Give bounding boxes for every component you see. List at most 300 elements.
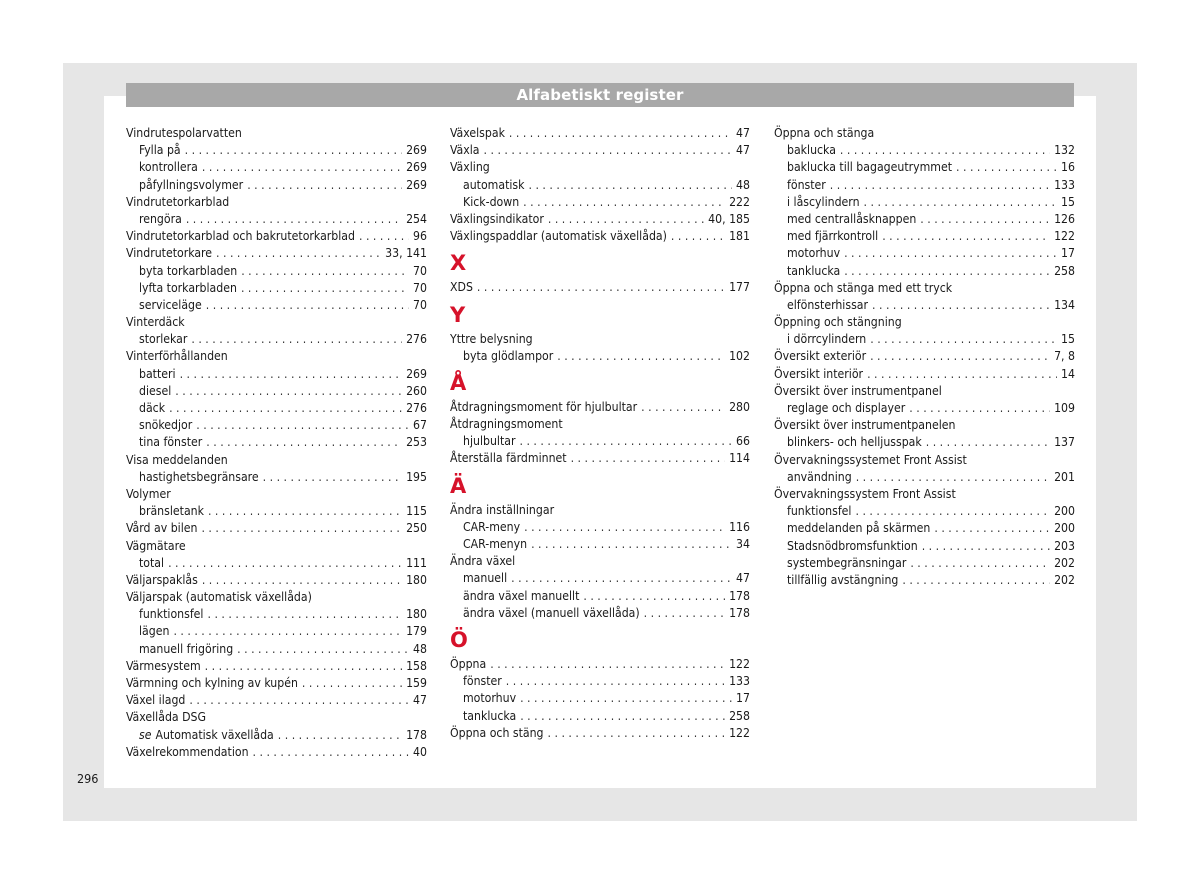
page-reference: 200	[1054, 521, 1075, 536]
dot-leader	[922, 538, 1050, 555]
index-subentry	[450, 433, 750, 450]
page-reference: 70	[413, 297, 427, 312]
index-entry	[126, 572, 427, 589]
index-subentry	[774, 572, 1075, 589]
index-entry	[450, 416, 750, 433]
page-reference: 48	[413, 641, 427, 656]
page-reference: 202	[1054, 555, 1075, 570]
page-reference: 132	[1054, 143, 1075, 158]
page-number: 296	[77, 771, 99, 786]
page-reference: 40, 185	[708, 211, 750, 226]
page-reference: 109	[1054, 401, 1075, 415]
index-subentry	[450, 536, 750, 553]
dot-leader	[278, 727, 402, 744]
dot-leader	[202, 159, 402, 176]
dot-leader	[201, 520, 402, 537]
index-subentry	[126, 211, 427, 228]
entry-term: serviceläge	[139, 297, 202, 312]
entry-term: Åtdragningsmoment	[450, 417, 563, 432]
entry-term: Vägmätare	[126, 538, 186, 553]
index-entry	[126, 744, 427, 761]
dot-leader	[920, 211, 1050, 228]
page-reference: 48	[736, 177, 750, 192]
dot-leader	[191, 331, 402, 348]
dot-leader	[520, 690, 732, 707]
entry-term: Övervakningssystemet Front Assist	[774, 452, 967, 467]
dot-leader	[206, 434, 402, 451]
dot-leader	[524, 519, 725, 536]
entry-term: Öppna och stänga med ett tryck	[774, 280, 953, 295]
entry-term: tanklucka	[787, 263, 841, 278]
section-letter: Ä	[450, 473, 467, 498]
dot-leader	[671, 228, 725, 245]
entry-term: total	[139, 555, 165, 570]
dot-leader	[186, 211, 402, 228]
index-entry	[126, 520, 427, 537]
entry-term: Vinterförhållanden	[126, 349, 228, 364]
page-reference: 133	[1054, 177, 1075, 192]
entry-term: tina fönster	[139, 435, 203, 450]
dot-leader	[202, 572, 402, 589]
entry-term: Ändra växel	[450, 554, 516, 569]
page-reference: 202	[1054, 572, 1075, 587]
page-reference: 66	[736, 434, 750, 449]
index-subentry	[774, 400, 1075, 417]
index-entry	[450, 331, 750, 348]
dot-leader	[523, 194, 725, 211]
index-entry	[774, 314, 1075, 331]
entry-term: meddelanden på skärmen	[787, 521, 931, 536]
page-reference: 40	[413, 744, 427, 759]
index-subentry	[774, 263, 1075, 280]
dot-leader	[490, 656, 725, 673]
index-subentry	[126, 623, 427, 640]
index-subentry	[774, 194, 1075, 211]
index-entry	[126, 452, 427, 469]
dot-leader	[189, 692, 409, 709]
index-subentry	[126, 503, 427, 520]
dot-leader	[571, 450, 725, 467]
index-entry	[774, 348, 1075, 365]
entry-term: storlekar	[139, 332, 188, 347]
index-subentry	[450, 605, 750, 622]
entry-term: Växelrekommendation	[126, 744, 249, 759]
index-subentry	[774, 331, 1075, 348]
entry-term: batteri	[139, 366, 176, 381]
dot-leader	[548, 211, 704, 228]
entry-term: Översikt exteriör	[774, 349, 867, 364]
page-header: Alfabetiskt register	[126, 83, 1074, 107]
entry-term: CAR-menyn	[463, 537, 528, 551]
entry-term: fönster	[787, 177, 826, 192]
index-subentry	[774, 538, 1075, 555]
entry-term: XDS	[450, 280, 473, 295]
index-entry	[774, 452, 1075, 469]
index-entry	[126, 658, 427, 675]
index-entry	[774, 383, 1075, 400]
dot-leader	[830, 177, 1050, 194]
entry-term: Vindrutetorkarblad och bakrutetorkarblad	[126, 229, 355, 244]
index-entry	[450, 159, 750, 176]
dot-leader	[557, 348, 725, 365]
entry-term: Översikt över instrumentpanel	[774, 383, 942, 398]
section-letter: X	[450, 251, 467, 276]
entry-term: Växel ilagd	[126, 693, 186, 708]
page-reference: 122	[1054, 229, 1075, 244]
page-reference: 15	[1061, 332, 1075, 347]
dot-leader	[241, 263, 409, 280]
index-entry	[450, 228, 750, 245]
index-subentry	[774, 228, 1075, 245]
index-entry	[126, 538, 427, 555]
index-subentry	[126, 280, 427, 297]
page-reference: 180	[406, 607, 427, 622]
page-reference: 158	[406, 658, 427, 673]
entry-term: påfyllningsvolymer	[139, 177, 244, 192]
entry-term: byta torkarbladen	[139, 263, 238, 278]
entry-term: Vindrutetorkarblad	[126, 194, 230, 209]
index-subentry	[126, 331, 427, 348]
entry-term: automatisk	[463, 177, 525, 192]
entry-term: Vindrutespolarvatten	[126, 126, 242, 140]
page-reference: 67	[413, 418, 427, 433]
dot-leader	[867, 366, 1057, 383]
page-reference: 159	[406, 676, 427, 690]
index-entry	[126, 228, 427, 245]
see-reference: se	[139, 727, 152, 742]
index-subentry	[450, 519, 750, 536]
dot-leader	[253, 744, 410, 761]
index-subentry	[126, 366, 427, 383]
entry-term: tillfällig avstängning	[787, 572, 899, 587]
page-reference: 17	[736, 691, 750, 706]
index-subentry	[774, 469, 1075, 486]
dot-leader	[844, 263, 1050, 280]
page-reference: 258	[1054, 263, 1075, 278]
entry-term: motorhuv	[463, 691, 517, 706]
index-column-1	[126, 125, 427, 761]
page-reference: 179	[406, 624, 427, 639]
page-reference: 33, 141	[385, 246, 427, 261]
page-reference: 111	[406, 555, 427, 570]
page-reference: 134	[1054, 297, 1075, 312]
index-subentry	[126, 606, 427, 623]
index-entry	[126, 125, 427, 142]
dot-leader	[247, 177, 402, 194]
page-frame-right	[1096, 63, 1137, 821]
index-entry	[126, 486, 427, 503]
page-reference: 116	[729, 519, 750, 534]
dot-leader	[207, 606, 402, 623]
dot-leader	[872, 297, 1050, 314]
page-reference: 17	[1061, 246, 1075, 261]
dot-leader	[548, 725, 726, 742]
entry-term: lägen	[139, 624, 170, 639]
index-entry	[450, 399, 750, 416]
dot-leader	[185, 142, 402, 159]
dot-leader	[926, 434, 1050, 451]
index-entry	[450, 142, 750, 159]
index-entry	[774, 125, 1075, 142]
page-reference: 178	[729, 588, 750, 603]
index-entry	[126, 348, 427, 365]
entry-term: CAR-meny	[463, 519, 521, 534]
entry-term: med fjärrkontroll	[787, 229, 879, 244]
page-reference: 195	[406, 469, 427, 484]
dot-leader	[644, 605, 725, 622]
dot-leader	[506, 673, 725, 690]
entry-term: Öppna och stäng	[450, 725, 544, 740]
index-entry	[450, 279, 750, 296]
index-subentry	[450, 177, 750, 194]
entry-term: Öppna och stänga	[774, 126, 875, 140]
index-entry	[774, 366, 1075, 383]
index-subentry	[126, 555, 427, 572]
entry-term: manuell	[463, 571, 508, 586]
section-letter: Ö	[450, 627, 468, 652]
entry-term: funktionsfel	[787, 504, 852, 519]
index-subentry	[126, 159, 427, 176]
entry-term: Vindrutetorkare	[126, 246, 213, 261]
dot-leader	[910, 555, 1050, 572]
entry-term: Vård av bilen	[126, 521, 198, 536]
dot-leader	[934, 520, 1050, 537]
page-reference: 115	[406, 504, 427, 519]
entry-term: Åtdragningsmoment för hjulbultar	[450, 399, 638, 414]
page-reference: 181	[729, 229, 750, 244]
entry-term: Öppna	[450, 656, 487, 671]
dot-leader	[902, 572, 1050, 589]
page-reference: 180	[406, 572, 427, 587]
page-reference: 250	[406, 521, 427, 536]
entry-term: reglage och displayer	[787, 401, 906, 415]
index-subentry	[126, 727, 427, 744]
entry-term: Öppning och stängning	[774, 315, 902, 330]
page-reference: 122	[729, 725, 750, 740]
entry-term: manuell frigöring	[139, 641, 234, 656]
index-entry	[126, 194, 427, 211]
index-column-2	[450, 125, 750, 742]
index-subentry	[450, 673, 750, 690]
page-reference: 47	[736, 571, 750, 586]
page-reference: 276	[406, 332, 427, 347]
entry-term: systembegränsningar	[787, 555, 907, 570]
entry-term: Växellåda DSG	[126, 710, 207, 725]
entry-term: tanklucka	[463, 708, 517, 723]
entry-term: ändra växel manuellt	[463, 588, 580, 603]
entry-term: fönster	[463, 674, 502, 689]
entry-term: funktionsfel	[139, 607, 204, 622]
dot-leader	[196, 417, 409, 434]
dot-leader	[909, 400, 1050, 417]
index-subentry	[126, 469, 427, 486]
page-reference: 102	[729, 348, 750, 363]
index-subentry	[450, 194, 750, 211]
dot-leader	[956, 159, 1057, 176]
dot-leader	[263, 469, 402, 486]
entry-term: i låscylindern	[787, 194, 860, 209]
entry-term: Växlingspaddlar (automatisk växellåda)	[450, 229, 667, 244]
dot-leader	[206, 297, 409, 314]
dot-leader	[855, 503, 1050, 520]
page-reference: 133	[729, 674, 750, 689]
index-entry	[450, 450, 750, 467]
entry-term: användning	[787, 469, 852, 484]
index-subentry	[774, 211, 1075, 228]
dot-leader	[528, 177, 732, 194]
page-reference: 269	[406, 366, 427, 381]
dot-leader	[844, 245, 1057, 262]
index-entry	[774, 280, 1075, 297]
dot-leader	[359, 228, 409, 245]
index-entry	[450, 725, 750, 742]
index-entry	[126, 245, 427, 262]
entry-term: Fylla på	[139, 143, 181, 158]
dot-leader	[180, 366, 402, 383]
index-entry	[774, 417, 1075, 434]
index-entry	[450, 553, 750, 570]
entry-term: blinkers- och helljusspak	[787, 435, 922, 450]
dot-leader	[169, 400, 402, 417]
index-subentry	[774, 142, 1075, 159]
index-column-3	[774, 125, 1075, 589]
page-reference: 34	[736, 537, 750, 551]
dot-leader	[241, 280, 409, 297]
entry-term: kontrollera	[139, 160, 198, 175]
page-reference: 269	[406, 177, 427, 192]
index-subentry	[126, 297, 427, 314]
page-reference: 222	[729, 194, 750, 209]
page-reference: 15	[1061, 194, 1075, 209]
page-reference: 254	[406, 211, 427, 226]
page-reference: 201	[1054, 469, 1075, 484]
entry-term: i dörrcylindern	[787, 332, 867, 347]
page-reference: 280	[729, 399, 750, 414]
index-subentry	[126, 177, 427, 194]
dot-leader	[484, 142, 733, 159]
page-reference: 276	[406, 401, 427, 415]
section-letter: Y	[450, 302, 466, 327]
dot-leader	[519, 433, 732, 450]
index-entry	[126, 589, 427, 606]
entry-term: Väljarspak (automatisk växellåda)	[126, 590, 312, 605]
index-subentry	[774, 245, 1075, 262]
dot-leader	[175, 383, 402, 400]
dot-leader	[302, 675, 402, 692]
page-reference: 47	[736, 126, 750, 140]
page-reference: 137	[1054, 435, 1075, 450]
index-subentry	[126, 400, 427, 417]
entry-term: motorhuv	[787, 246, 841, 261]
page-reference: 96	[413, 229, 427, 244]
dot-leader	[583, 588, 725, 605]
index-entry	[126, 709, 427, 726]
index-entry	[126, 314, 427, 331]
index-subentry	[126, 417, 427, 434]
entry-term: Yttre belysning	[450, 331, 533, 346]
entry-term: Vinterdäck	[126, 315, 185, 330]
page-reference: 122	[729, 656, 750, 671]
index-subentry	[774, 503, 1075, 520]
page-frame-bottom	[63, 788, 1137, 821]
page-reference: 114	[729, 451, 750, 466]
index-subentry	[774, 177, 1075, 194]
index-subentry	[126, 263, 427, 280]
index-entry	[450, 211, 750, 228]
index-subentry	[126, 142, 427, 159]
page-reference: 7, 8	[1054, 349, 1075, 364]
entry-term: baklucka till bagageutrymmet	[787, 160, 953, 175]
entry-term: lyfta torkarbladen	[139, 280, 237, 295]
index-subentry	[450, 570, 750, 587]
entry-term: Översikt interiör	[774, 366, 864, 381]
entry-term: ändra växel (manuell växellåda)	[463, 605, 640, 620]
dot-leader	[531, 536, 732, 553]
dot-leader	[882, 228, 1050, 245]
dot-leader	[641, 399, 725, 416]
dot-leader	[205, 658, 402, 675]
entry-term: Översikt över instrumentpanelen	[774, 418, 956, 433]
entry-term: Stadsnödbromsfunktion	[787, 538, 918, 553]
dot-leader	[237, 641, 409, 658]
page-reference: 260	[406, 383, 427, 398]
entry-term: däck	[139, 401, 166, 415]
page-reference: 178	[406, 727, 427, 742]
dot-leader	[173, 623, 402, 640]
entry-term: hastighetsbegränsare	[139, 469, 259, 484]
page-reference: 253	[406, 435, 427, 450]
index-entry	[126, 692, 427, 709]
section-letter: Å	[450, 370, 467, 395]
index-entry	[450, 125, 750, 142]
page-reference: 70	[413, 280, 427, 295]
dot-leader	[168, 555, 402, 572]
entry-term: Återställa färdminnet	[450, 451, 567, 466]
entry-term: Värmning och kylning av kupén	[126, 676, 298, 690]
index-entry	[450, 656, 750, 673]
page-reference: 47	[413, 693, 427, 708]
dot-leader	[477, 279, 725, 296]
entry-term: Växlingsindikator	[450, 211, 544, 226]
entry-term: Växling	[450, 160, 490, 175]
dot-leader	[840, 142, 1050, 159]
entry-term: Visa meddelanden	[126, 452, 228, 467]
page-reference: 178	[729, 605, 750, 620]
entry-term: med centrallåsknappen	[787, 211, 917, 226]
page-reference: 70	[413, 263, 427, 278]
entry-term: elfönsterhissar	[787, 297, 869, 312]
page-reference: 47	[736, 143, 750, 158]
index-subentry	[774, 159, 1075, 176]
page-reference: 126	[1054, 211, 1075, 226]
index-subentry	[774, 520, 1075, 537]
index-entry	[126, 675, 427, 692]
index-subentry	[450, 588, 750, 605]
page-reference: 203	[1054, 538, 1075, 553]
page-reference: 16	[1061, 160, 1075, 175]
index-subentry	[126, 434, 427, 451]
index-subentry	[774, 555, 1075, 572]
entry-term: Övervakningssystem Front Assist	[774, 486, 956, 501]
index-subentry	[450, 690, 750, 707]
entry-term: Värmesystem	[126, 658, 201, 673]
entry-term: diesel	[139, 383, 172, 398]
index-subentry	[450, 708, 750, 725]
dot-leader	[216, 245, 381, 262]
entry-term: rengöra	[139, 211, 182, 226]
page-reference: 258	[729, 708, 750, 723]
dot-leader	[509, 125, 732, 142]
